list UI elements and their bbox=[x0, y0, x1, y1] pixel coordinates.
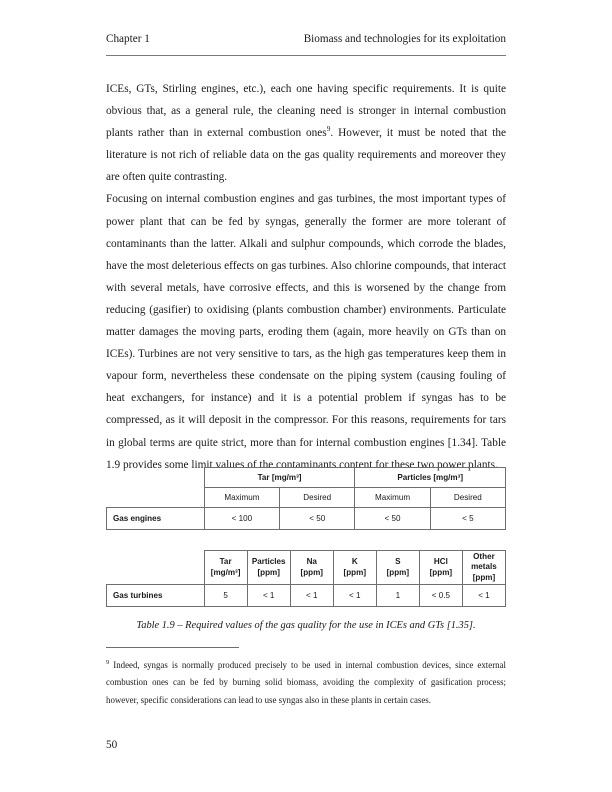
row-label-gas-engines: Gas engines bbox=[107, 508, 205, 530]
header-na-line-2: [ppm] bbox=[300, 567, 323, 577]
cell-hcl: < 0.5 bbox=[419, 585, 462, 607]
header-particles-line-1: Particles bbox=[251, 557, 286, 567]
table-gas-engines-wrapper bbox=[106, 467, 506, 530]
running-header bbox=[106, 33, 506, 45]
header-particles-line-2: [ppm] bbox=[257, 567, 280, 577]
cell-tar: 5 bbox=[204, 585, 247, 607]
paragraph-2: Focusing on internal combustion engines and gas turbines, the most important types of power plant that can be fed by syngas, generally the former are more tolerant of contaminants than the latter. Alkali and sulphur compounds, which corrode the blades, have the most deleterious effects on gas turbines. Also chlorine compounds, that interact with several metals, have corrosive effects, and this is worsened by the change from reducing (gasifier) to oxidising (plants combustion chamber) environments. Particulate matter damages the moving parts, eroding them (again, more heavily on GTs than on ICEs). Turbines are not very sensitive to tars, as the high gas temperatures keep them in vapour form, nevertheless these condensate on the piping system (causing fouling of heat exchangers, for instance) and it is a potential problem if syngas has to be compressed, as it will deposit in the compressor. For this reasons, requirements for tars in global terms are quite strict, more than for internal combustion engines [1.34]. Table 1.9 provides some limit values of the contaminants content for these two power plants. bbox=[106, 193, 506, 471]
group-header-tar: Tar [mg/m³] bbox=[204, 468, 355, 488]
header-s-line-1: S bbox=[395, 557, 401, 567]
header-na bbox=[290, 551, 333, 585]
header-hcl-line-1: HCl bbox=[433, 557, 448, 567]
subheader-particles-maximum: Maximum bbox=[355, 488, 430, 508]
header-tar-line-2: [mg/m³] bbox=[210, 567, 241, 577]
header-k bbox=[333, 551, 376, 585]
header-tar bbox=[204, 551, 247, 585]
header-k-line-1: K bbox=[351, 557, 358, 567]
paragraph-1 bbox=[106, 78, 506, 188]
header-tar-line-1: Tar bbox=[219, 557, 232, 567]
cell-tar-desired: < 50 bbox=[280, 508, 355, 530]
group-header-particles: Particles [mg/m³] bbox=[355, 468, 506, 488]
table-corner-cell bbox=[107, 468, 205, 488]
header-k-line-2: [ppm] bbox=[343, 567, 367, 577]
table-corner-cell-2 bbox=[107, 488, 205, 508]
paragraph-1-part-b: . However, it must be noted that the literature is not rich of reliable data on the gas quality requirements and moreover they are often quite contrasting. bbox=[106, 127, 507, 184]
cell-s: 1 bbox=[376, 585, 419, 607]
cell-particles-desired: < 5 bbox=[430, 508, 505, 530]
header-particles bbox=[247, 551, 290, 585]
footnote-separator bbox=[106, 647, 239, 648]
header-s bbox=[376, 551, 419, 585]
table-gas-turbines bbox=[106, 550, 506, 607]
header-other-metals-line-1: Other bbox=[473, 551, 495, 561]
cell-na: < 1 bbox=[290, 585, 333, 607]
header-title: Biomass and technologies for its exploitation bbox=[303, 33, 506, 45]
table-gas-engines bbox=[106, 467, 506, 530]
cell-particles-maximum: < 50 bbox=[355, 508, 430, 530]
footnote-marker: 9 bbox=[106, 659, 110, 667]
header-hcl bbox=[419, 551, 462, 585]
page-number: 50 bbox=[106, 739, 118, 751]
header-na-line-1: Na bbox=[306, 557, 317, 567]
body-text bbox=[106, 78, 506, 476]
cell-tar-maximum: < 100 bbox=[204, 508, 279, 530]
table-gas-turbines-wrapper bbox=[106, 550, 506, 607]
footnote-area bbox=[106, 657, 506, 709]
paragraph-1-part-a: ICEs, GTs, Stirling engines, etc.), each one having specific requirements. It is quite obvious that, as a general rule, the cleaning need is stronger in internal combustion plants rather than in external combustion ones bbox=[106, 83, 506, 140]
table-header-row-subs bbox=[107, 488, 506, 508]
header-other-metals-line-2: metals bbox=[471, 562, 497, 572]
table-row bbox=[107, 508, 506, 530]
header-other-metals bbox=[462, 551, 505, 585]
table-row bbox=[107, 585, 506, 607]
header-chapter: Chapter 1 bbox=[106, 33, 150, 45]
footnote-text: Indeed, syngas is normally produced precisely to be used in internal combustion devices, since external combustion ones can be fed by burning solid biomass, avoiding the complexity of gasification process; however, specific considerations can lead to use syngas also in these plants in certain cases. bbox=[106, 660, 506, 705]
row-label-gas-turbines: Gas turbines bbox=[107, 585, 205, 607]
table-corner-cell bbox=[107, 551, 205, 585]
header-hcl-line-2: [ppm] bbox=[429, 567, 453, 577]
table-caption: Table 1.9 – Required values of the gas quality for the use in ICEs and GTs [1.35]. bbox=[136, 620, 476, 631]
table-header-row-groups bbox=[107, 468, 506, 488]
footnote-9 bbox=[106, 657, 506, 709]
subheader-tar-maximum: Maximum bbox=[204, 488, 279, 508]
subheader-tar-desired: Desired bbox=[280, 488, 355, 508]
cell-particles: < 1 bbox=[247, 585, 290, 607]
header-s-line-2: [ppm] bbox=[386, 567, 410, 577]
header-divider bbox=[106, 55, 506, 56]
cell-other-metals: < 1 bbox=[462, 585, 505, 607]
cell-k: < 1 bbox=[333, 585, 376, 607]
header-other-metals-line-3: [ppm] bbox=[472, 572, 496, 582]
footnote-reference-marker[interactable]: 9 bbox=[326, 124, 331, 134]
table-header-row bbox=[107, 551, 506, 585]
subheader-particles-desired: Desired bbox=[430, 488, 505, 508]
